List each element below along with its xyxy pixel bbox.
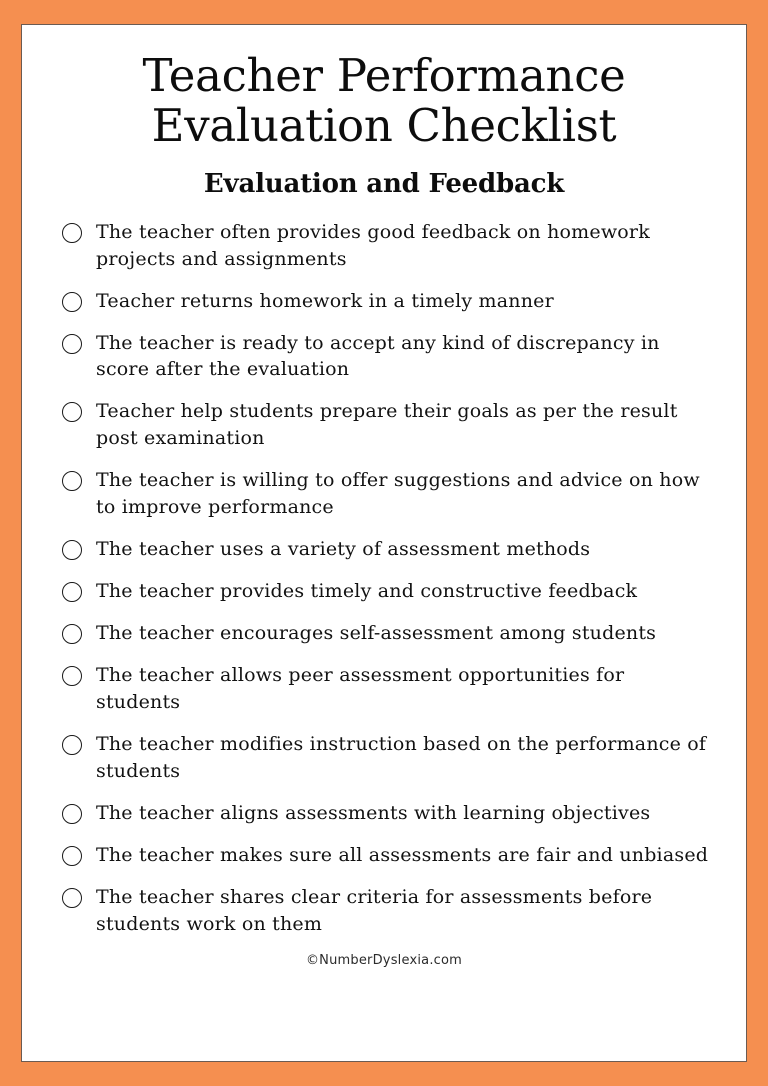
checklist-item[interactable] (62, 398, 710, 452)
checklist-item[interactable] (62, 884, 710, 938)
page-title-line-2: Evaluation Checklist (151, 98, 617, 152)
empty-circle-icon[interactable] (62, 471, 82, 491)
checklist-item-label: The teacher makes sure all assessments are fair and unbiased (96, 844, 709, 867)
empty-circle-icon[interactable] (62, 624, 82, 644)
footer-credit (44, 953, 724, 968)
footer-site-name: NumberDyslexia.com (319, 952, 463, 968)
checklist-item-label: The teacher provides timely and constructive feedback (96, 580, 638, 603)
empty-circle-icon[interactable] (62, 666, 82, 686)
checklist-item[interactable] (62, 288, 710, 315)
empty-circle-icon[interactable] (62, 402, 82, 422)
checklist-item-label: The teacher encourages self-assessment among students (96, 622, 657, 645)
empty-circle-icon[interactable] (62, 804, 82, 824)
copyright-icon: © (305, 952, 320, 968)
checklist-item[interactable] (62, 662, 710, 716)
checklist-item[interactable] (62, 536, 710, 563)
page-title-line-1: Teacher Performance (142, 49, 626, 102)
empty-circle-icon[interactable] (62, 846, 82, 866)
empty-circle-icon[interactable] (62, 334, 82, 354)
checklist-list (44, 219, 724, 938)
checklist-item[interactable] (62, 731, 710, 785)
empty-circle-icon[interactable] (62, 735, 82, 755)
page-title (44, 51, 724, 150)
checklist-item[interactable] (62, 467, 710, 521)
checklist-item-label: Teacher returns homework in a timely manner (96, 289, 554, 312)
checklist-item[interactable] (62, 330, 710, 384)
empty-circle-icon[interactable] (62, 223, 82, 243)
checklist-item[interactable] (62, 800, 710, 827)
empty-circle-icon[interactable] (62, 292, 82, 312)
checklist-item[interactable] (62, 620, 710, 647)
checklist-item-label: The teacher uses a variety of assessment methods (96, 538, 591, 561)
section-subtitle: Evaluation and Feedback (203, 169, 565, 199)
checklist-card (21, 24, 747, 1062)
checklist-item[interactable] (62, 578, 710, 605)
empty-circle-icon[interactable] (62, 540, 82, 560)
checklist-item[interactable] (62, 842, 710, 869)
checklist-item-label: The teacher is ready to accept any kind of discrepancy in score after the evaluation (96, 331, 660, 381)
empty-circle-icon[interactable] (62, 582, 82, 602)
checklist-item-label: The teacher shares clear criteria for assessments before students work on them (96, 886, 653, 935)
checklist-item-label: The teacher modifies instruction based on the performance of students (96, 733, 707, 783)
checklist-item-label: Teacher help students prepare their goals as per the result post examination (96, 400, 678, 450)
checklist-item-label: The teacher aligns assessments with learning objectives (96, 802, 651, 825)
checklist-item-label: The teacher allows peer assessment opportunities for students (96, 664, 625, 714)
checklist-item[interactable] (62, 219, 710, 273)
checklist-item-label: The teacher often provides good feedback on homework projects and assignments (96, 220, 650, 270)
checklist-item-label: The teacher is willing to offer suggestions and advice on how to improve performance (96, 469, 700, 519)
empty-circle-icon[interactable] (62, 888, 82, 908)
